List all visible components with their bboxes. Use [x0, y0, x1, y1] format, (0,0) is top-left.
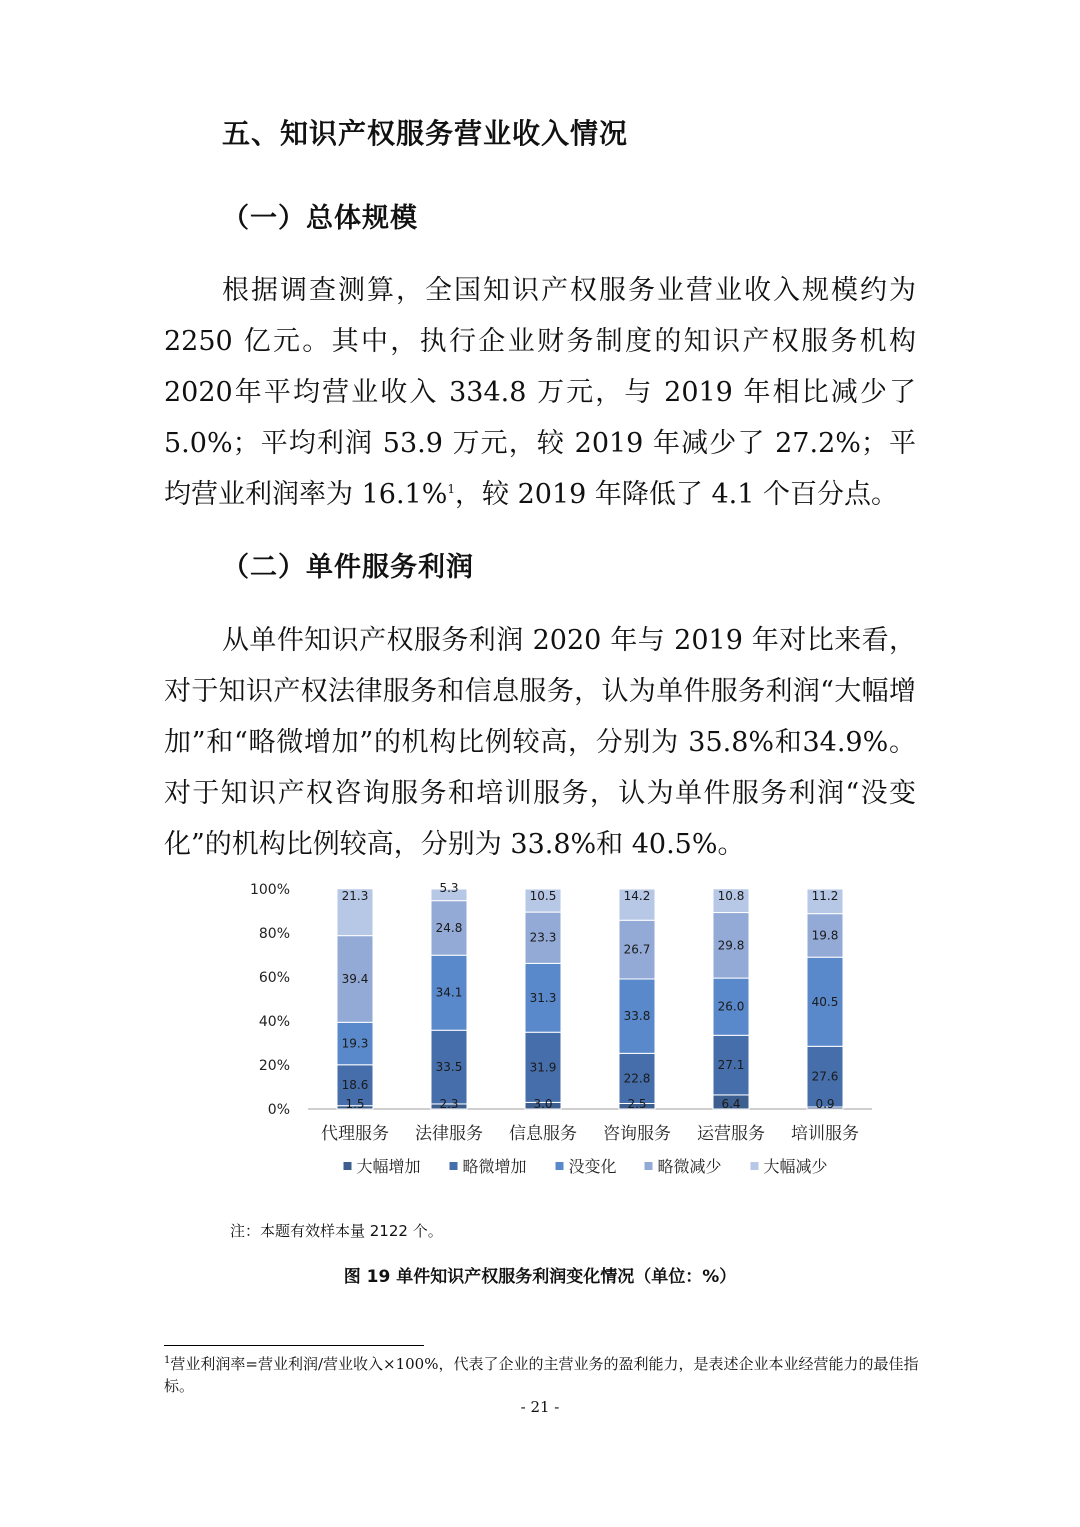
legend-swatch [645, 1162, 653, 1170]
data-label: 29.8 [717, 938, 745, 953]
data-label: 5.3 [439, 881, 459, 895]
data-label: 23.3 [529, 930, 557, 945]
data-label: 33.8 [623, 1009, 651, 1024]
data-label: 10.5 [529, 889, 557, 903]
legend-swatch [450, 1162, 458, 1170]
footnote-number: 1 [164, 1355, 171, 1366]
section-heading: 五、知识产权服务营业收入情况 [222, 117, 629, 150]
data-label: 40.5 [811, 994, 839, 1009]
data-label: 26.0 [717, 999, 745, 1014]
data-label: 18.6 [341, 1078, 369, 1093]
x-category-label: 代理服务 [321, 1124, 389, 1144]
chart-note: 注：本题有效样本量 2122 个。 [230, 1222, 443, 1240]
x-category-label: 法律服务 [415, 1124, 483, 1144]
footnote-marker: 1 [447, 482, 455, 496]
footnote-divider [164, 1345, 424, 1346]
stacked-bar-chart [240, 870, 900, 1200]
paragraph-text-end: ，较 2019 年降低了 4.1 个百分点。 [455, 479, 898, 510]
legend-label: 略微减少 [657, 1157, 722, 1176]
data-label: 27.6 [811, 1069, 839, 1084]
legend-label: 大幅减少 [763, 1157, 828, 1176]
data-label: 10.8 [717, 888, 745, 903]
data-label: 22.8 [623, 1071, 651, 1086]
data-label: 34.1 [435, 985, 463, 1000]
data-label: 3.0 [533, 1097, 553, 1111]
legend-swatch [556, 1162, 564, 1170]
page-number: - 21 - [520, 1398, 560, 1416]
y-tick-label: 40% [258, 1014, 290, 1030]
y-tick-label: 0% [267, 1102, 290, 1118]
data-label: 19.8 [811, 928, 839, 943]
data-label: 24.8 [435, 920, 463, 935]
data-label: 31.9 [529, 1060, 557, 1075]
x-category-label: 运营服务 [697, 1124, 765, 1144]
legend-label: 略微增加 [462, 1157, 527, 1176]
y-tick-label: 60% [258, 970, 290, 986]
x-category-label: 信息服务 [509, 1124, 577, 1144]
y-tick-label: 100% [249, 882, 290, 898]
x-category-label: 培训服务 [791, 1124, 859, 1144]
data-label: 2.3 [439, 1097, 459, 1111]
data-label: 27.1 [717, 1058, 745, 1073]
data-label: 0.9 [815, 1097, 835, 1111]
data-label: 21.3 [341, 888, 369, 903]
footnote-text: 营业利润率=营业利润/营业收入×100%，代表了企业的主营业务的盈利能力，是表述企业本业经营能力的最佳指标。 [164, 1355, 919, 1395]
data-label: 6.4 [721, 1097, 741, 1111]
paragraph-overall-scale [164, 265, 916, 520]
paragraph-text: 根据调查测算，全国知识产权服务业营业收入规模约为2250 亿元。其中，执行企业财务制度的知识产权服务机构2020年平均营业收入 334.8 万元，与 2019 年相比减少了 5.0%；平均利润 53.9 万元，较 2019 年减少了 27.2%；平均营业利润率为 16.1% [164, 275, 916, 510]
data-label: 26.7 [623, 942, 651, 957]
paragraph-text: 从单件知识产权服务利润 2020 年与 2019 年对比来看，对于知识产权法律服务和信息服务，认为单件服务利润“大幅增加”和“略微增加”的机构比例较高，分别为 35.8%和34.9%。对于知识产权咨询服务和培训服务，认为单件服务利润“没变化”的机构比例较高，分别为 33.8%和 40.5%。 [164, 625, 916, 860]
subsection-heading-unit-profit: （二）单件服务利润 [222, 552, 474, 583]
data-label: 1.5 [345, 1097, 365, 1111]
y-tick-label: 20% [258, 1058, 290, 1074]
legend-label: 没变化 [568, 1157, 617, 1176]
data-label: 19.3 [341, 1036, 369, 1051]
paragraph-unit-profit [164, 615, 916, 870]
y-tick-label: 80% [258, 926, 290, 942]
figure-caption: 图 19 单件知识产权服务利润变化情况（单位：%） [343, 1267, 737, 1287]
data-label: 39.4 [341, 971, 369, 986]
data-label: 2.5 [627, 1097, 647, 1111]
data-label: 14.2 [623, 889, 651, 903]
data-label: 11.2 [811, 889, 839, 903]
footnote [164, 1353, 924, 1397]
data-label: 31.3 [529, 990, 557, 1005]
subsection-heading-overall-scale: （一）总体规模 [222, 203, 418, 234]
data-label: 33.5 [435, 1060, 463, 1075]
x-category-label: 咨询服务 [603, 1124, 671, 1144]
legend-swatch [344, 1162, 352, 1170]
legend-swatch [751, 1162, 759, 1170]
legend-label: 大幅增加 [356, 1157, 421, 1176]
